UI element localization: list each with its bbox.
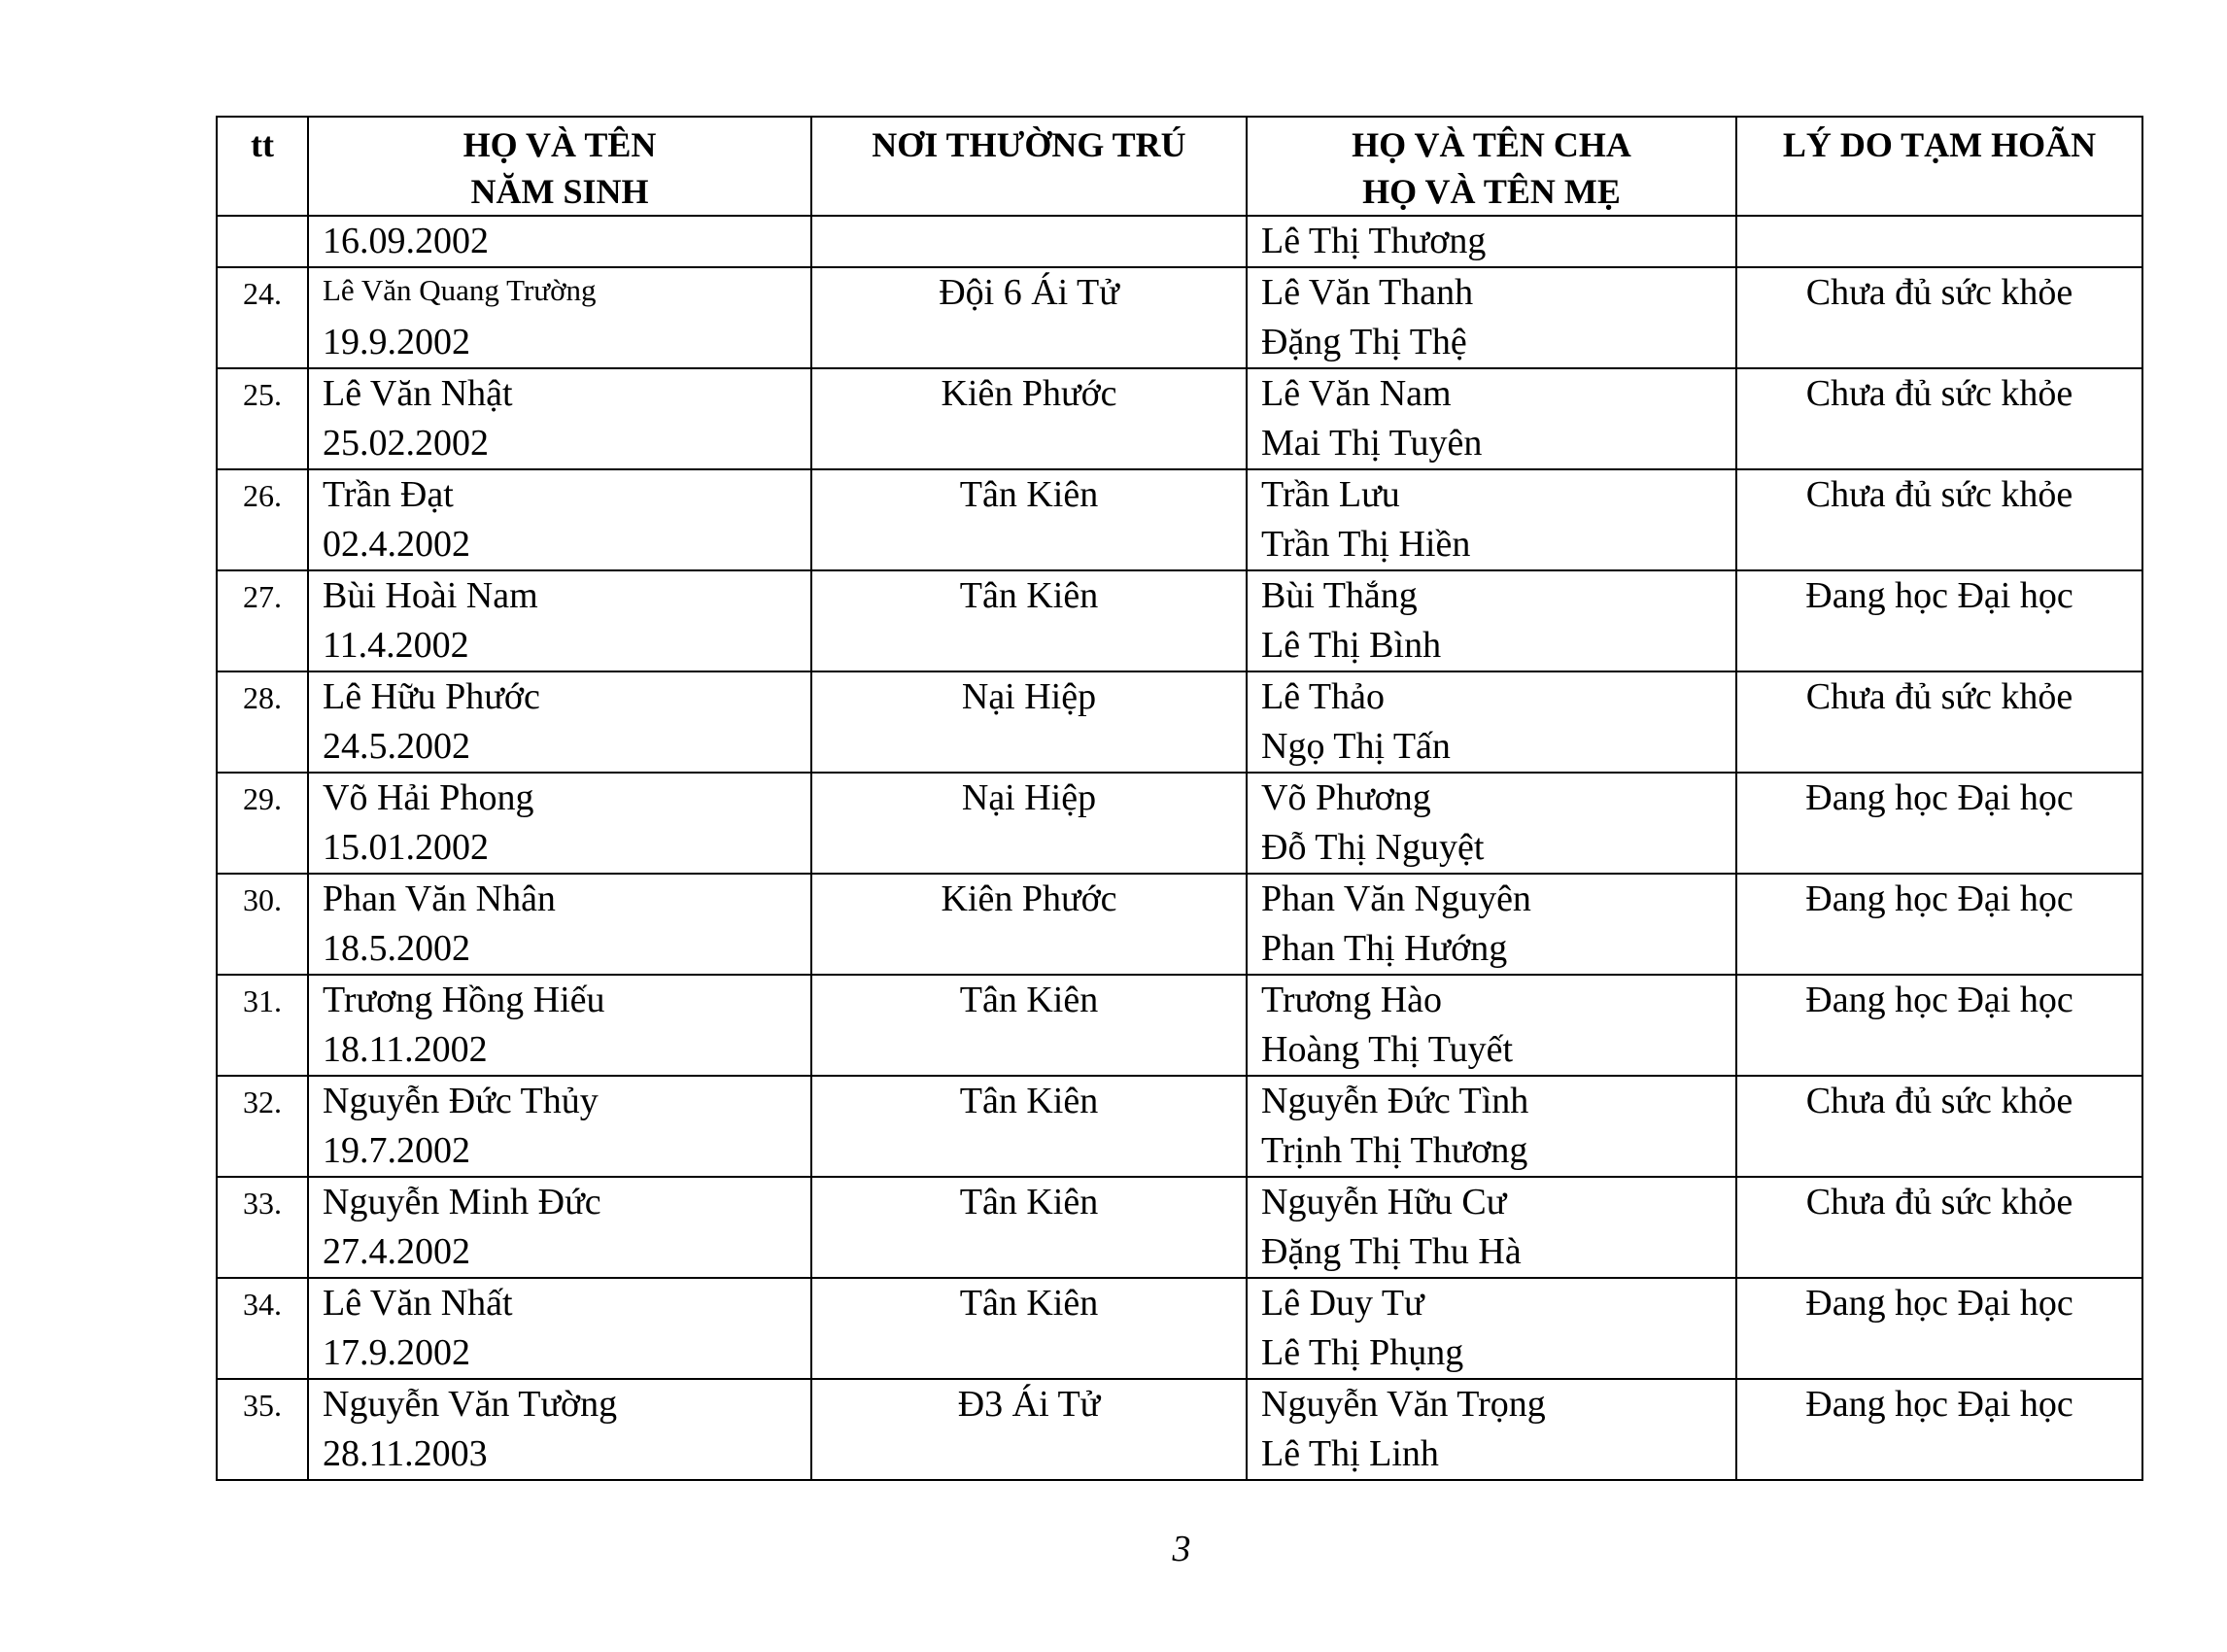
- cell-reason: [1736, 267, 2142, 368]
- cell-residence: [811, 1076, 1247, 1177]
- row-number: 28.: [243, 680, 282, 715]
- cell-name-birth: [308, 1177, 811, 1278]
- birth-date: 19.9.2002: [323, 322, 470, 362]
- cell-parents: [1247, 1278, 1736, 1379]
- table-row: [217, 368, 2142, 469]
- mother-name: Đỗ Thị Nguyệt: [1261, 827, 1485, 868]
- row-number: 33.: [243, 1186, 282, 1221]
- cell-name-birth: [308, 216, 811, 267]
- cell-residence: [811, 671, 1247, 773]
- deferment-reason: Chưa đủ sức khỏe: [1805, 1182, 2073, 1222]
- father-name: Lê Thảo: [1261, 676, 1385, 717]
- cell-residence: [811, 469, 1247, 570]
- father-name: Lê Văn Nam: [1261, 373, 1452, 414]
- cell-reason: [1736, 469, 2142, 570]
- cell-name-birth: [308, 773, 811, 874]
- residence: Nại Hiệp: [961, 777, 1097, 818]
- full-name: Võ Hải Phong: [323, 777, 534, 818]
- deferment-reason: Chưa đủ sức khỏe: [1805, 474, 2073, 515]
- cell-tt: [217, 267, 308, 368]
- table-row: [217, 469, 2142, 570]
- father-name: Bùi Thắng: [1261, 575, 1418, 616]
- cell-parents: [1247, 570, 1736, 671]
- cell-name-birth: [308, 1076, 811, 1177]
- header-name-birth: [308, 117, 811, 216]
- header-residence: NƠI THƯỜNG TRÚ: [811, 117, 1247, 216]
- mother-name: Lê Thị Bình: [1261, 625, 1442, 666]
- father-name: Nguyễn Hữu Cư: [1261, 1182, 1507, 1222]
- cell-residence: [811, 1278, 1247, 1379]
- cell-reason: [1736, 1076, 2142, 1177]
- mother-name: Trần Thị Hiền: [1261, 524, 1471, 565]
- header-tt: tt: [217, 117, 308, 216]
- cell-residence: [811, 368, 1247, 469]
- cell-tt: [217, 874, 308, 975]
- cell-tt: [217, 773, 308, 874]
- header-mother: HỌ VÀ TÊN MẸ: [1362, 172, 1621, 211]
- row-number: 27.: [243, 579, 282, 614]
- cell-residence: [811, 267, 1247, 368]
- cell-tt: [217, 469, 308, 570]
- deferment-table: [216, 116, 2143, 1481]
- row-number: 26.: [243, 478, 282, 513]
- birth-date: 11.4.2002: [323, 625, 469, 666]
- full-name: Lê Văn Nhất: [323, 1283, 513, 1324]
- mother-name: Lê Thị Linh: [1261, 1433, 1439, 1474]
- table-row: [217, 1177, 2142, 1278]
- father-name: Võ Phương: [1261, 777, 1431, 818]
- residence: Đ3 Ái Tử: [957, 1384, 1101, 1425]
- cell-tt: [217, 1278, 308, 1379]
- residence: Nại Hiệp: [961, 676, 1097, 717]
- cell-residence: [811, 975, 1247, 1076]
- row-number: 30.: [243, 882, 282, 917]
- residence: Tân Kiên: [959, 1081, 1099, 1121]
- birth-date: 18.5.2002: [323, 928, 470, 969]
- header-name: HỌ VÀ TÊN: [463, 125, 657, 164]
- residence: Tân Kiên: [959, 1182, 1099, 1222]
- father-name: Nguyễn Đức Tình: [1261, 1081, 1529, 1121]
- father-name: Trần Lưu: [1261, 474, 1400, 515]
- birth-date: 17.9.2002: [323, 1332, 470, 1373]
- cell-name-birth: [308, 671, 811, 773]
- cell-name-birth: [308, 1379, 811, 1480]
- table-row: [217, 874, 2142, 975]
- cell-residence: [811, 1177, 1247, 1278]
- birth-date: 27.4.2002: [323, 1231, 470, 1272]
- cell-parents: [1247, 975, 1736, 1076]
- father-name: Nguyễn Văn Trọng: [1261, 1384, 1546, 1425]
- table-row: [217, 267, 2142, 368]
- cell-residence: [811, 570, 1247, 671]
- cell-parents: [1247, 469, 1736, 570]
- mother-name: Mai Thị Tuyên: [1261, 423, 1483, 464]
- residence: Tân Kiên: [959, 1283, 1099, 1324]
- table-row: [217, 671, 2142, 773]
- mother-name: Đặng Thị Thu Hà: [1261, 1231, 1522, 1272]
- header-parents: [1247, 117, 1736, 216]
- mother-name: Lê Thị Phụng: [1261, 1332, 1464, 1373]
- deferment-reason: Chưa đủ sức khỏe: [1805, 676, 2073, 717]
- header-birth: NĂM SINH: [470, 172, 649, 211]
- cell-reason: [1736, 570, 2142, 671]
- cell-reason: [1736, 1177, 2142, 1278]
- cell-residence: [811, 216, 1247, 267]
- cell-name-birth: [308, 874, 811, 975]
- cell-reason: [1736, 874, 2142, 975]
- cell-parents: [1247, 773, 1736, 874]
- deferment-reason: Đang học Đại học: [1805, 1384, 2073, 1425]
- cell-reason: [1736, 773, 2142, 874]
- birth-date: 18.11.2002: [323, 1029, 488, 1070]
- header-father: HỌ VÀ TÊN CHA: [1352, 125, 1631, 164]
- birth-date: 15.01.2002: [323, 827, 489, 868]
- birth-date: 25.02.2002: [323, 423, 489, 464]
- cell-parents: [1247, 368, 1736, 469]
- cell-reason: [1736, 1379, 2142, 1480]
- table-row: [217, 1278, 2142, 1379]
- cell-residence: [811, 1379, 1247, 1480]
- father-name: Lê Văn Thanh: [1261, 272, 1474, 313]
- full-name: Nguyễn Minh Đức: [323, 1182, 601, 1222]
- cell-tt: [217, 368, 308, 469]
- cell-tt: [217, 1076, 308, 1177]
- cell-parents: [1247, 1076, 1736, 1177]
- header-reason: LÝ DO TẠM HOÃN: [1736, 117, 2142, 216]
- row-number: 31.: [243, 983, 282, 1018]
- cell-reason: [1736, 216, 2142, 267]
- deferment-reason: Chưa đủ sức khỏe: [1805, 1081, 2073, 1121]
- cell-name-birth: [308, 1278, 811, 1379]
- mother-name: Lê Thị Thương: [1261, 221, 1487, 261]
- cell-parents: [1247, 216, 1736, 267]
- row-number: 32.: [243, 1084, 282, 1119]
- residence: Tân Kiên: [959, 575, 1099, 616]
- full-name: Trần Đạt: [323, 474, 454, 515]
- father-name: Phan Văn Nguyên: [1261, 878, 1531, 919]
- cell-reason: [1736, 975, 2142, 1076]
- deferment-reason: Chưa đủ sức khỏe: [1805, 373, 2073, 414]
- residence: Kiên Phước: [941, 878, 1117, 919]
- cell-tt: [217, 671, 308, 773]
- row-number: 34.: [243, 1287, 282, 1322]
- birth-date: 19.7.2002: [323, 1130, 470, 1171]
- cell-name-birth: [308, 469, 811, 570]
- residence: Đội 6 Ái Tử: [939, 272, 1119, 313]
- residence: Tân Kiên: [959, 474, 1099, 515]
- cell-tt: [217, 216, 308, 267]
- mother-name: Ngọ Thị Tấn: [1261, 726, 1451, 767]
- mother-name: Trịnh Thị Thương: [1261, 1130, 1528, 1171]
- cell-reason: [1736, 368, 2142, 469]
- deferment-reason: Đang học Đại học: [1805, 980, 2073, 1020]
- cell-name-birth: [308, 975, 811, 1076]
- cell-residence: [811, 773, 1247, 874]
- birth-date: 28.11.2003: [323, 1433, 488, 1474]
- full-name: Trương Hồng Hiếu: [323, 980, 605, 1020]
- cell-name-birth: [308, 570, 811, 671]
- cell-tt: [217, 975, 308, 1076]
- full-name: Lê Văn Quang Trường: [323, 273, 597, 307]
- residence: Kiên Phước: [941, 373, 1117, 414]
- row-number: 25.: [243, 377, 282, 412]
- deferment-reason: Đang học Đại học: [1805, 1283, 2073, 1324]
- header-row: [217, 117, 2142, 216]
- cell-parents: [1247, 267, 1736, 368]
- father-name: Trương Hào: [1261, 980, 1443, 1020]
- mother-name: Đặng Thị Thệ: [1261, 322, 1467, 362]
- cell-tt: [217, 1177, 308, 1278]
- cell-reason: [1736, 1278, 2142, 1379]
- residence: Tân Kiên: [959, 980, 1099, 1020]
- mother-name: Hoàng Thị Tuyết: [1261, 1029, 1514, 1070]
- table-row: [217, 1076, 2142, 1177]
- full-name: Bùi Hoài Nam: [323, 575, 538, 616]
- full-name: Lê Văn Nhật: [323, 373, 513, 414]
- deferment-reason: Đang học Đại học: [1805, 878, 2073, 919]
- cell-reason: [1736, 671, 2142, 773]
- father-name: Lê Duy Tư: [1261, 1283, 1424, 1324]
- deferment-reason: Đang học Đại học: [1805, 777, 2073, 818]
- row-number: 24.: [243, 276, 282, 311]
- cell-parents: [1247, 874, 1736, 975]
- table-row: [217, 773, 2142, 874]
- full-name: Nguyễn Văn Tường: [323, 1384, 618, 1425]
- cell-parents: [1247, 1379, 1736, 1480]
- cell-name-birth: [308, 267, 811, 368]
- birth-date: 24.5.2002: [323, 726, 470, 767]
- cell-tt: [217, 1379, 308, 1480]
- table-row: [217, 570, 2142, 671]
- cell-parents: [1247, 671, 1736, 773]
- row-number: 35.: [243, 1388, 282, 1423]
- page-number: 3: [1172, 1529, 1191, 1569]
- birth-date: 02.4.2002: [323, 524, 470, 565]
- cell-parents: [1247, 1177, 1736, 1278]
- cell-tt: [217, 570, 308, 671]
- mother-name: Phan Thị Hướng: [1261, 928, 1508, 969]
- table-row: [217, 975, 2142, 1076]
- full-name: Phan Văn Nhân: [323, 878, 556, 919]
- row-number: 29.: [243, 781, 282, 816]
- table-row: [217, 1379, 2142, 1480]
- birth-date: 16.09.2002: [323, 221, 489, 261]
- deferment-reason: Đang học Đại học: [1805, 575, 2073, 616]
- cell-residence: [811, 874, 1247, 975]
- continuation-row: [217, 216, 2142, 267]
- full-name: Lê Hữu Phước: [323, 676, 540, 717]
- full-name: Nguyễn Đức Thủy: [323, 1081, 599, 1121]
- deferment-reason: Chưa đủ sức khỏe: [1805, 272, 2073, 313]
- cell-name-birth: [308, 368, 811, 469]
